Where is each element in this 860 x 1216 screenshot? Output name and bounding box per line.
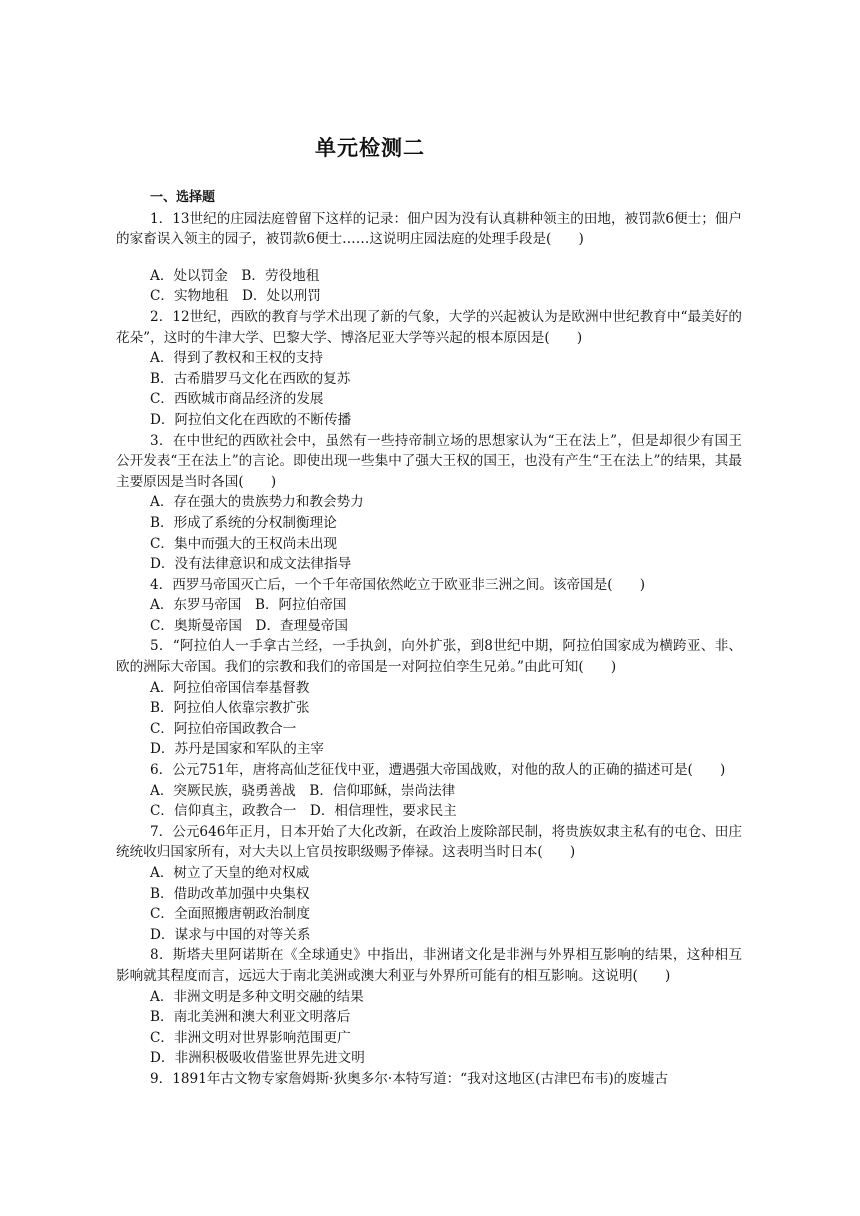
- option-line: C．非洲文明对世界影响范围更广: [150, 1029, 351, 1046]
- option-line: C．阿拉伯帝国政教合一: [150, 720, 297, 737]
- question-7: [116, 822, 742, 946]
- option-line: B．古希腊罗马文化在西欧的复苏: [150, 370, 351, 387]
- option-line: D．阿拉伯文化在西欧的不断传播: [150, 411, 352, 428]
- option-line: D．苏丹是国家和军队的主宰: [150, 741, 325, 758]
- option-line: A．树立了天皇的绝对权威: [150, 865, 310, 881]
- option-line: C．全面照搬唐朝政治制度: [150, 906, 310, 923]
- option-line: B．借助改革加强中央集权: [150, 885, 310, 902]
- option-line: D．没有法律意识和成文法律指导: [150, 556, 352, 573]
- question-1: [116, 209, 742, 307]
- option-line: A．存在强大的贵族势力和教会势力: [150, 494, 364, 511]
- question-4: [116, 575, 742, 637]
- section-heading: 一、选择题: [150, 190, 216, 205]
- option-line: A．得到了教权和王权的支持: [150, 350, 323, 367]
- question-6: [116, 760, 742, 822]
- option-line: B．南北美洲和澳大利亚文明落后: [150, 1009, 351, 1026]
- option-line: C．西欧城市商品经济的发展: [150, 391, 324, 408]
- option-line: D．非洲积极吸收借鉴世界先进文明: [150, 1050, 365, 1067]
- option-line: D．谋求与中国的对等关系: [150, 926, 311, 943]
- option-line: A．突厥民族，骁勇善战 B．信仰耶稣，崇尚法律: [150, 782, 456, 799]
- question-stem: 2．12世纪，西欧的教育与学术出现了新的气象，大学的兴起被认为是欧洲中世纪教育中“最美好的花朵”，这时的牛津大学、巴黎大学、博洛尼亚大学等兴起的根本原因是( ): [116, 308, 742, 346]
- option-line: C．奥斯曼帝国 D．查理曼帝国: [150, 617, 349, 634]
- question-stem: 6．公元751年，唐将高仙芝征伐中亚，遭遇强大帝国战败，对他的敌人的正确的描述可是( ): [150, 762, 726, 779]
- option-line: C．实物地租 D．处以刑罚: [150, 288, 321, 305]
- question-2: [116, 307, 742, 431]
- question-5: [116, 636, 742, 760]
- option-line: B．形成了系统的分权制衡理论: [150, 514, 337, 531]
- option-line: C．集中而强大的王权尚未出现: [150, 535, 338, 552]
- option-line: B．阿拉伯人依靠宗教扩张: [150, 700, 310, 717]
- question-stem: 3．在中世纪的西欧社会中，虽然有一些持帝制立场的思想家认为“王在法上”，但是却很少有国王公开发表“王在法上”的言论。即使出现一些集中了强大王权的国王，也没有产生“王在法上”的结果，其最主要原因是当时各国( ): [116, 432, 742, 490]
- question-stem: 5．“阿拉伯人一手拿古兰经，一手执剑，向外扩张，到8世纪中期，阿拉伯国家成为横跨亚、非、欧的洲际大帝国。我们的宗教和我们的帝国是一对阿拉伯孪生兄弟。”由此可知( ): [116, 638, 742, 676]
- option-line: A．非洲文明是多种文明交融的结果: [150, 988, 364, 1005]
- option-line: C．信仰真主，政教合一 D．相信理性，要求民主: [150, 803, 457, 820]
- option-line: A．阿拉伯帝国信奉基督教: [150, 679, 310, 696]
- question-9: [116, 1069, 742, 1090]
- question-stem: 1．13世纪的庄园法庭曾留下这样的记录：佃户因为没有认真耕种领主的田地，被罚款6便士；佃户的家畜误入领主的园子，被罚款6便士……这说明庄园法庭的处理手段是( ): [116, 210, 742, 248]
- option-line: A．处以罚金 B．劳役地租: [150, 267, 320, 284]
- question-3: [116, 431, 742, 575]
- blank-line: [116, 250, 742, 266]
- question-stem: 8．斯塔夫里阿诺斯在《全球通史》中指出，非洲诸文化是非洲与外界相互影响的结果，这种相互影响就其程度而言，远远大于南北美洲或澳大利亚与外界所可能有的相互影响。这说明( ): [116, 947, 742, 984]
- question-stem: 4．西罗马帝国灭亡后，一个千年帝国依然屹立于欧亚非三洲之间。该帝国是( ): [150, 576, 646, 593]
- page-title: 单元检测二: [315, 136, 425, 160]
- option-line: A．东罗马帝国 B．阿拉伯帝国: [150, 597, 347, 614]
- document-body: [116, 188, 742, 1090]
- question-stem: 9．1891年古文物专家詹姆斯·狄奥多尔·本特写道：“我对这地区(古津巴布韦)的废墟古: [150, 1070, 669, 1087]
- question-8: [116, 945, 742, 1069]
- question-stem: 7．公元646年正月，日本开始了大化改新，在政治上废除部民制，将贵族奴隶主私有的屯仓、田庄统统收归国家所有，对大夫以上官员按职级赐予俸禄。这表明当时日本( ): [116, 823, 742, 861]
